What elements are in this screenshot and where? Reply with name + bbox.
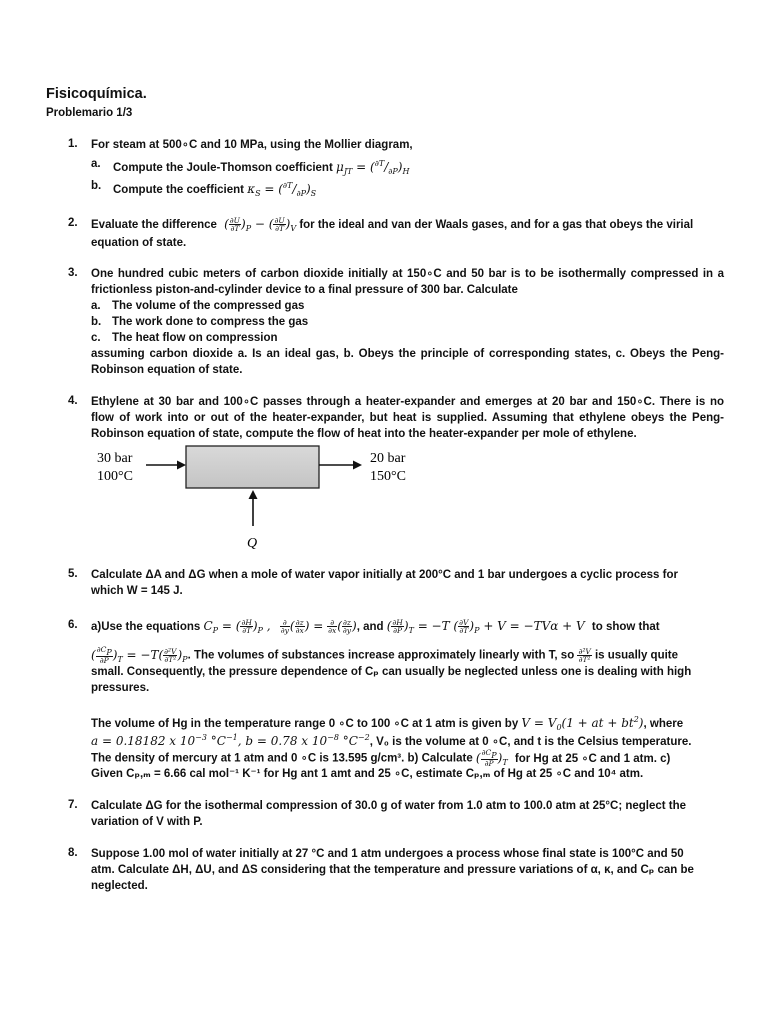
reciprocity-equation: $\frac{\partial}{\partial y}$ ( $\frac{\partial z}{\partial x}$ ) = $\frac{\partial}{\partial x}$ ( $\frac{\partial z}{\partial y}$ )	[280, 618, 357, 635]
problem-3-line-2: frictionless piston-and-cylinder device to a final pressure of 300 bar. Calculate	[91, 284, 518, 296]
dcp-dp-term: ( $\frac{\partial CP}{\partial P}$ )$_T$	[475, 748, 508, 768]
difference-formula: ( $\frac{\partial U}{\partial T}$ )$_P$ − ( $\frac{\partial U}{\partial T}$ )$_V$	[224, 216, 297, 233]
problem-number: 3.	[68, 267, 78, 279]
problem-1a-text: Compute the Joule-Thomson coefficient	[113, 162, 333, 174]
problem-3-item-a-label: a.	[91, 300, 101, 312]
problem-3-item-a: The volume of the compressed gas	[112, 300, 305, 312]
d2v-dt2-term: $\frac{\text{∂²V}}{\text{∂T²}}$	[578, 646, 591, 664]
problem-2-text-1: Evaluate the difference	[91, 219, 217, 231]
problem-5-line-1: Calculate ΔA and ΔG when a mole of water vapor initially at 200°C and 1 bar undergoes a cyclic process for	[91, 569, 678, 581]
coefficients-equation: a = 0.18182 x $10^{-3}$ $^\circ C^{-1}$, b = 0.78 x $10^{-8}$ $^\circ C^{-2}$	[91, 733, 370, 748]
density-text: The density of mercury at 1 atm and 0 ∘C is 13.595 g/cm³. b) Calculate	[91, 752, 473, 765]
dh-dp-equation: ( $\frac{\partial H}{\partial P}$ )$_T = -T$ ( $\frac{\partial V}{\partial T}$ )$_P + V = -TV\alpha + V$	[386, 618, 585, 635]
problem-number: 2.	[68, 217, 78, 229]
page-title: Fisicoquímica.	[46, 86, 147, 102]
where-text: , where	[643, 718, 684, 730]
problem-4-line-1: Ethylene at 30 bar and 100∘C passes through a heater-expander and emerges at 20 bar and 150∘C. There is no	[91, 396, 724, 408]
dcp-dp-equation: ( $\frac{\partial CP}{\partial P}$ )$_T = -T$( $\frac{\text{∂²V}}{\text{∂T²}}$ )$_P$	[91, 645, 188, 665]
problem-3-item-b: The work done to compress the gas	[112, 316, 309, 328]
problem-7-line-2: variation of V with P.	[91, 816, 203, 828]
problem-1b-text: Compute the coefficient	[113, 184, 244, 196]
problem-1-text: For steam at 500∘C and 10 MPa, using the Mollier diagram,	[91, 139, 413, 151]
inlet-pressure: 30 bar	[97, 451, 133, 466]
cp-equation: $C_P$ = ( $\frac{\partial H}{\partial T}$ )$_P$ ,	[203, 618, 271, 635]
outlet-temperature: 150°C	[370, 469, 406, 484]
problem-3-item-b-label: b.	[91, 316, 102, 328]
problem-number: 1.	[68, 138, 78, 150]
problem-6-line-2	[91, 646, 678, 667]
heater-expander-box	[186, 446, 319, 488]
heat-label: Q	[247, 536, 258, 551]
problem-6-line-2-end: is usually quite	[594, 649, 679, 662]
problem-2-text-3: equation of state.	[91, 237, 187, 249]
problem-4-line-2: flow of work into or out of the heater-expander, but heat is supplied. Assuming that ethylene obeys the Peng-	[91, 412, 724, 424]
outlet-arrow	[319, 461, 362, 470]
problem-6-volume-line-2	[91, 731, 691, 749]
problem-2-text-2: for the ideal and van der Waals gases, and for a gas that obeys the virial	[299, 219, 694, 231]
problem-number: 8.	[68, 847, 78, 859]
problem-8-line-2: atm. Calculate ΔH, ΔU, and ΔS considering that the temperature and pressure variations of α, κ, and Cₚ can be	[91, 864, 694, 876]
outlet-pressure: 20 bar	[370, 451, 406, 466]
problem-3-line-1: One hundred cubic meters of carbon dioxide initially at 150∘C and 50 bar is to be isothermally compressed in a	[91, 268, 724, 280]
problem-6-volume-line-4: Given Cₚ,ₘ = 6.66 cal mol⁻¹ K⁻¹ for Hg ant 1 amt and 25 ∘C, estimate Cₚ,ₘ of Hg at 25 ∘C and 10⁴ atm.	[91, 768, 644, 780]
problem-number: 7.	[68, 799, 78, 811]
problem-6-line-1	[91, 619, 660, 638]
problem-8-line-3: neglected.	[91, 880, 148, 892]
volume-line-2-text: , V₀ is the volume at 0 ∘C, and t is the Celsius temperature.	[369, 736, 692, 748]
problem-3-item-c: The heat flow on compression	[112, 332, 278, 344]
inlet-temperature: 100°C	[97, 469, 133, 484]
problem-6-line-2-text: . The volumes of substances increase approximately linearly with T, so	[187, 649, 575, 662]
problem-number: 4.	[68, 395, 78, 407]
and-text: , and	[356, 621, 384, 633]
problem-1b-label: b.	[91, 180, 102, 192]
density-text-end: for Hg at 25 ∘C and 1 atm. c)	[514, 752, 671, 765]
kappa-s-formula: $\kappa_S = (^{\partial T}/_{\partial P})_S$	[247, 181, 317, 198]
volume-text: The volume of Hg in the temperature range 0 ∘C to 100 ∘C at 1 atm is given by	[91, 718, 519, 730]
problem-8-line-1: Suppose 1.00 mol of water initially at 27 °C and 1 atm undergoes a process whose final state is 100°C and 50	[91, 848, 684, 860]
problem-3-line-3: assuming carbon dioxide a. Is an ideal gas, b. Obeys the principle of corresponding states, c. Obeys the Peng-	[91, 348, 724, 360]
volume-equation: $V = V_0(1$ + at + $bt^2$)	[521, 715, 644, 732]
heat-arrow	[249, 490, 258, 526]
problem-5-line-2: which W = 145 J.	[91, 585, 183, 597]
joule-thomson-formula: $\mu_{JT} = (^{\partial T}/_{\partial P})_H$	[336, 159, 410, 176]
problem-4-line-3: Robinson equation of state, compute the flow of heat into the heater-expander per mole of ethylene.	[91, 428, 637, 440]
problem-number: 5.	[68, 568, 78, 580]
problem-6-intro: a)Use the equations	[91, 621, 201, 633]
problem-6-line-3: small. Consequently, the pressure dependence of Cₚ can usually be neglected unless one is dealing with high	[91, 666, 692, 678]
problem-6-line-4: pressures.	[91, 682, 150, 694]
show-text: to show that	[591, 621, 660, 633]
problem-3-item-c-label: c.	[91, 332, 101, 344]
problem-number: 6.	[68, 619, 78, 631]
problem-3-line-4: Robinson equation of state.	[91, 364, 243, 376]
page-subtitle: Problemario 1/3	[46, 107, 133, 119]
inlet-arrow	[146, 461, 186, 470]
problem-7-line-1: Calculate ΔG for the isothermal compression of 30.0 g of water from 1.0 atm to 100.0 atm at 25°C; neglect the	[91, 800, 687, 812]
problem-1a-label: a.	[91, 158, 101, 170]
